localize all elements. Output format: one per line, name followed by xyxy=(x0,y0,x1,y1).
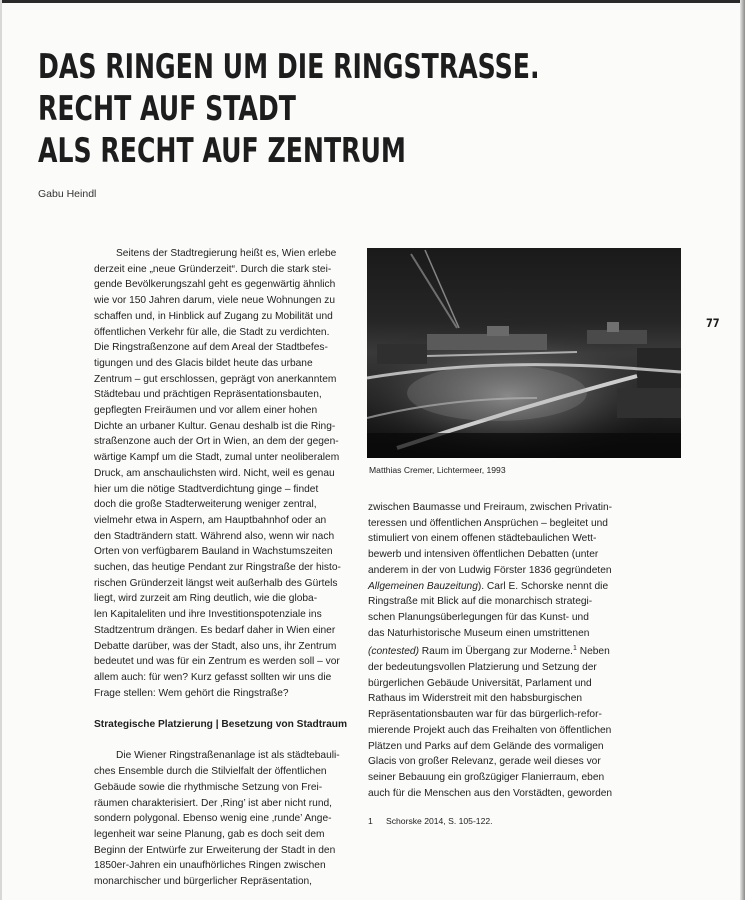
text-line: bewerb und intensiven öffentlichen Debatten (unter xyxy=(368,549,599,561)
text-line: Beginn der Entwürfe zur Erweiterung der Stadt in den xyxy=(94,844,336,856)
author-name: Gabu Heindl xyxy=(38,188,97,200)
text-line: suchen, das heutige Pendant zur Ringstraße der histo- xyxy=(94,562,341,574)
text-line: Gebäude sowie die rhythmische Setzung von Frei- xyxy=(94,781,323,793)
text-line: wie vor 150 Jahren darum, viele neue Wohnungen zu xyxy=(94,295,336,307)
spacer xyxy=(94,733,362,749)
page-left-edge xyxy=(0,0,2,900)
text-line: hier um die nötige Stadtverdichtung ginge – findet xyxy=(94,483,319,495)
photo-lichtermeer xyxy=(367,248,681,458)
text-line: Dichte an urbaner Kultur. Genau deshalb ist die Ring- xyxy=(94,420,336,432)
text-line: straßenzone auch der Ort in Wien, an dem der gegen- xyxy=(94,436,339,448)
text-line: 1850er-Jahren ein unaufhörliches Ringen zwischen xyxy=(94,860,326,872)
text-line: stimuliert von einem offenen städtebaulichen Wett- xyxy=(368,533,597,545)
text-line: Debatte darüber, was der Stadt, also uns, ihr Zentrum xyxy=(94,640,337,652)
text-line: monarchischer und bürgerlicher Repräsentation, xyxy=(94,876,313,888)
title-line-1: DAS RINGEN UM DIE RINGSTRASSE. xyxy=(38,47,540,87)
text-line: rischen Gründerzeit längst weit außerhalb des Gürtels xyxy=(94,577,338,589)
paragraph-strategische-platzierung xyxy=(94,748,362,889)
section-heading: Strategische Platzierung | Besetzung von Stadtraum xyxy=(94,719,348,731)
page-number: 77 xyxy=(706,316,720,330)
title-line-2: RECHT AUF STADT xyxy=(38,89,296,129)
text-line: vielmehr etwa in Aspern, am Hauptbahnhof oder an xyxy=(94,514,327,526)
text-line: teressen und öffentlichen Ansprüchen – begleitet und xyxy=(368,517,608,529)
text-line: schen Planungsüberlegungen für das Kunst- und xyxy=(368,611,589,623)
text-line: sondern polygonal. Ebenso wenig eine ‚runde’ Ange- xyxy=(94,813,332,825)
text-line: den Stadträndern statt. Während also, wenn wir nach xyxy=(94,530,335,542)
text-line: ches Ensemble durch die Stilvielfalt der öffentlichen xyxy=(94,766,327,778)
text-line: legenheit war seine Planung, gab es doch seit dem xyxy=(94,828,325,840)
footnote-reference[interactable]: 1 xyxy=(572,645,577,653)
text-line: Städtebau und prächtigen Repräsentationsbauten, xyxy=(94,389,322,401)
footnote-number: 1 xyxy=(368,816,373,826)
text-line: len Kapitaleliten und ihre Investitionspotenziale ins xyxy=(94,609,322,621)
text-line: doch die große Stadterweiterung weniger zentral, xyxy=(94,499,317,511)
text-line: Stadtzentrum drängen. Es bedarf daher in Wien einer xyxy=(94,624,336,636)
text-line: räumen charakterisiert. Der ‚Ring’ ist aber nicht rund, xyxy=(94,797,332,809)
right-text-column xyxy=(368,500,650,801)
text-line: das Naturhistorische Museum einen umstrittenen xyxy=(368,627,590,639)
text-line: Die Ringstraßenzone auf dem Areal der Stadtbefes- xyxy=(94,342,328,354)
text-line: schaffen und, in Hinblick auf Zugang zu Mobilität und xyxy=(94,310,333,322)
title-line-3: ALS RECHT AUF ZENTRUM xyxy=(38,131,406,171)
night-city-photo xyxy=(367,248,681,458)
text-line: tigungen und des Glacis bildet heute das urbane xyxy=(94,357,313,369)
text-fragment: Raum im Übergang zur Moderne. xyxy=(418,646,573,658)
page-right-edge-shadow xyxy=(740,0,745,900)
text-line: gende Bevölkerungszahl geht es gegenwärtig ähnlich xyxy=(94,279,336,291)
page-top-edge xyxy=(0,0,745,3)
spacer xyxy=(94,701,362,717)
footnote-text: Schorske 2014, S. 105-122. xyxy=(386,816,493,826)
text-line: Glacis von großer Relevanz, gerade weil dieses vor xyxy=(368,756,601,768)
italic-term: (contested) xyxy=(368,646,419,658)
text-line: Druck, am anschaulichsten wird. Nicht, weil es genau xyxy=(94,467,335,479)
text-fragment: ). Carl E. Schorske nennt die xyxy=(477,580,609,592)
text-line: derzeit eine „neue Gründerzeit“. Durch die stark stei- xyxy=(94,263,332,275)
text-line: öffentlichen Verkehr für alle, die Stadt zu verdichten. xyxy=(94,326,330,338)
photo-caption: Matthias Cremer, Lichtermeer, 1993 xyxy=(369,465,506,475)
text-line xyxy=(368,579,650,595)
text-line: wärtige Kampf um die Stadt, zumal unter neoliberalem xyxy=(94,452,340,464)
text-line: Orten von verfügbarem Bauland in Wachstumszeiten xyxy=(94,546,333,558)
text-line: auch für die Menschen aus den Vorstädten, geworden xyxy=(368,787,613,799)
text-line: Die Wiener Ringstraßenanlage ist als städtebauli- xyxy=(116,750,340,762)
text-fragment: Neben xyxy=(576,646,610,658)
text-line: Plätzen und Parks auf dem Gelände des vormaligen xyxy=(368,740,604,752)
left-text-column xyxy=(94,246,362,890)
text-line: Rathaus im Widerstreit mit den habsburgischen xyxy=(368,693,583,705)
footnote xyxy=(368,816,493,826)
text-line: der bedeutungsvollen Platzierung und Setzung der xyxy=(368,662,597,674)
italic-publication-title: Allgemeinen Bauzeitung xyxy=(368,580,478,592)
paragraph-intro xyxy=(94,246,362,701)
text-line: allem auch: für wen? Kurz gefasst sollten wir uns die xyxy=(94,671,332,683)
text-line: gepflegten Freiräumen und vor allem einer hohen xyxy=(94,405,318,417)
text-line xyxy=(368,641,650,660)
text-line: mierende Projekt auch das Freihalten von öffentlichen xyxy=(368,724,612,736)
article-title xyxy=(38,46,716,172)
text-line: Seitens der Stadtregierung heißt es, Wien erlebe xyxy=(116,248,337,259)
text-line: bedeutet und was für ein Zentrum es werden soll – vor xyxy=(94,656,340,668)
text-line: zwischen Baumasse und Freiraum, zwischen Privatin- xyxy=(368,502,613,513)
text-line: anderem in der von Ludwig Förster 1836 gegründeten xyxy=(368,564,612,576)
text-line: seiner Bebauung ein großzügiger Flanierraum, eben xyxy=(368,771,605,783)
text-line: liegt, wird zurzeit am Ring deutlich, wie die globa- xyxy=(94,593,318,605)
text-line: bürgerlichen Gebäude Universität, Parlament und xyxy=(368,677,592,689)
text-line: Ringstraße mit Blick auf die monarchisch strategi- xyxy=(368,596,593,608)
text-line: Repräsentationsbauten war für das bürgerlich-refor- xyxy=(368,709,602,721)
text-line: Zentrum – gut erschlossen, geprägt von anerkanntem xyxy=(94,373,337,385)
text-line: Frage stellen: Wem gehört die Ringstraße? xyxy=(94,687,289,699)
